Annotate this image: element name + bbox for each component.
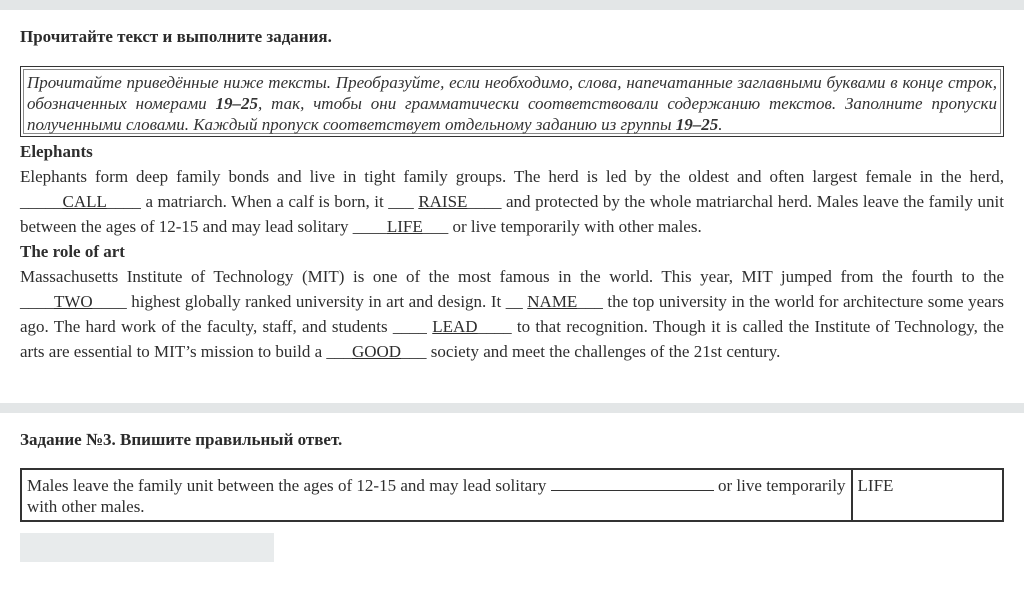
text-segment: ___ the top university in the world for architecture some years ago. The hard work of the faculty, staff, and students ____	[20, 292, 1004, 336]
page-heading: Прочитайте текст и выполните задания.	[20, 27, 332, 46]
text-segment: Massachusetts Institute of Technology (MIT) is one of the most famous in the world. This year, MIT jumped from the fourth to the ____	[20, 267, 1004, 311]
instructions-part-2: , так, чтобы они грамматически соответствовали содержанию текстов. Заполните пропуски полученными словами. Каждый пропуск соответствует отдельному заданию из группы	[27, 94, 997, 134]
instructions-range-1: 19–25	[215, 94, 259, 113]
instructions-part-1: Прочитайте приведённые ниже тексты. Преобразуйте, если необходимо, слова, напечатанные заглавными буквами в конце строк, обозначенных номерами	[27, 73, 997, 113]
gap-word: NAME	[527, 292, 578, 311]
question-text-after: or live temporarily with other males.	[27, 476, 846, 516]
gap-word: LIFE	[386, 217, 423, 236]
top-bar	[0, 0, 1024, 10]
instructions-part-3: .	[718, 115, 723, 134]
task-heading: Задание №3. Впишите правильный ответ.	[20, 430, 343, 449]
text-segment: ___ or live temporarily with other males.	[422, 217, 702, 236]
gap-word: TWO	[54, 292, 93, 311]
question-text-before: Males leave the family unit between the ages of 12-15 and may lead solitary	[27, 476, 551, 495]
instructions-text	[23, 69, 1001, 134]
text-segment: ____ and protected by the whole matriarchal herd. Males leave the family unit between the ages of 12-15 and may lead solitary ____	[20, 192, 1004, 236]
gap-word: LEAD	[432, 317, 478, 336]
gap-word: GOOD	[351, 342, 402, 361]
text-segment: ___ society and meet the challenges of the 21st century.	[401, 342, 781, 361]
task-table	[20, 468, 1004, 522]
text-segment: ____ a matriarch. When a calf is born, it ___	[106, 192, 419, 211]
text-segment: Elephants form deep family bonds and live in tight family groups. The herd is led by the oldest and often largest female in the herd, _____	[20, 167, 1004, 211]
text-segment: ____ highest globally ranked university in art and design. It __	[92, 292, 528, 311]
text-title-role-of-art: The role of art	[20, 242, 125, 261]
question-cell	[21, 469, 852, 521]
answer-input-field[interactable]	[20, 533, 274, 562]
gap-word: CALL	[62, 192, 107, 211]
reading-texts	[20, 139, 1004, 364]
answer-cell[interactable]: LIFE	[852, 469, 1003, 521]
text-paragraph-role-of-art	[20, 264, 1004, 364]
answer-blank	[551, 476, 714, 491]
gap-word: RAISE	[418, 192, 468, 211]
text-title-elephants: Elephants	[20, 142, 93, 161]
task-row	[21, 469, 1003, 521]
text-segment: ____ to that recognition. Though it is called the Institute of Technology, the arts are essential to MIT’s mission to build a ___	[20, 317, 1004, 361]
text-paragraph-elephants	[20, 164, 1004, 239]
instructions-range-2: 19–25	[675, 115, 719, 134]
section-divider	[0, 403, 1024, 413]
instructions-box	[20, 66, 1004, 137]
